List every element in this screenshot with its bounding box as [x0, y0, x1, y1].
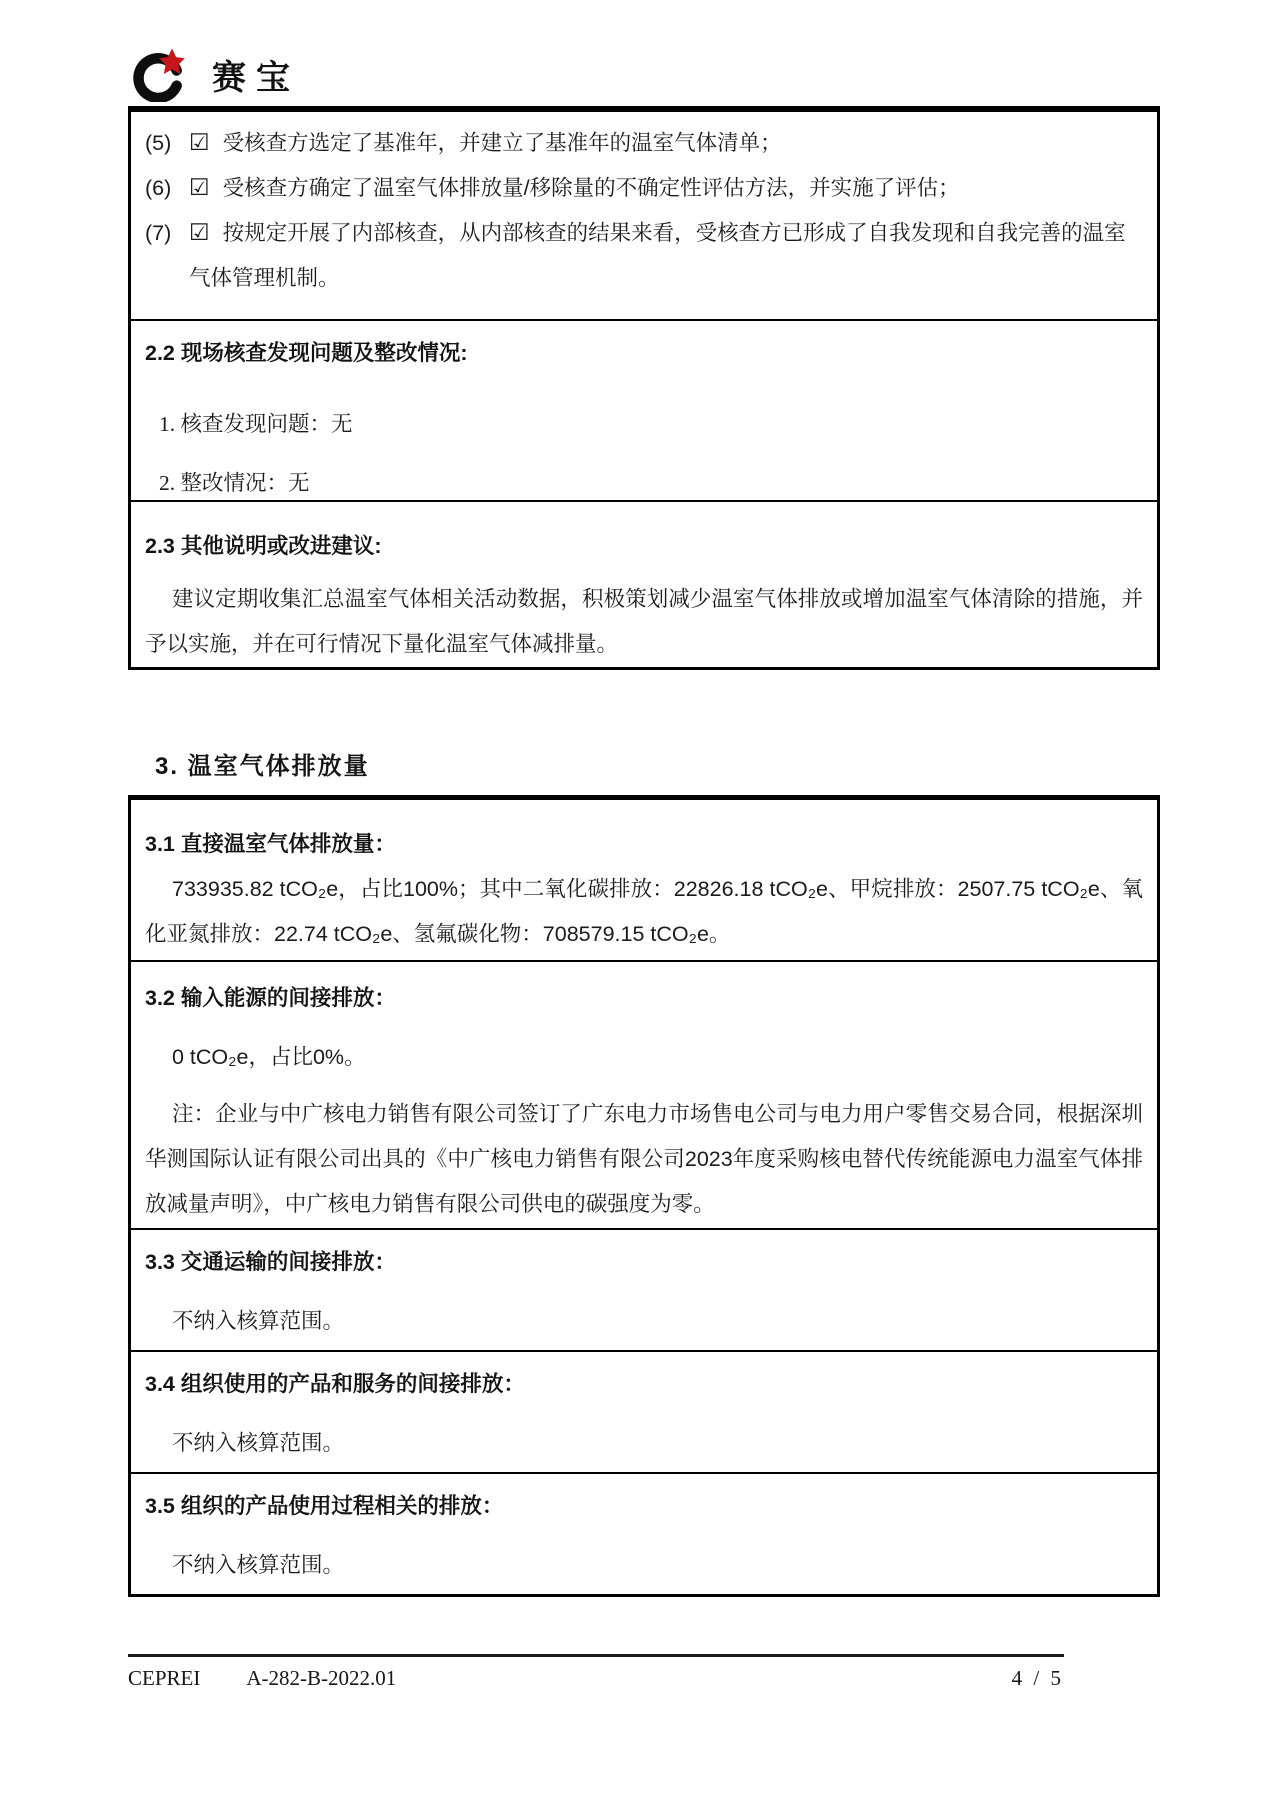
- section-3-4-heading: 3.4 组织使用的产品和服务的间接排放：: [145, 1372, 525, 1396]
- section-3-1-row: [131, 800, 1157, 960]
- item-text: 受核查方确定了温室气体排放量/移除量的不确定性评估方法，并实施了评估；: [222, 176, 960, 200]
- item-number: (5): [145, 131, 172, 155]
- section-2-2-row: [131, 319, 1157, 500]
- section-3-3-heading: 3.3 交通运输的间接排放：: [145, 1250, 396, 1274]
- section-3-1-heading: 3.1 直接温室气体排放量：: [145, 832, 396, 856]
- checked-checkbox-icon: ☑: [189, 130, 210, 156]
- footer-org: CEPREI: [128, 1666, 201, 1690]
- item-number: (6): [145, 176, 172, 200]
- item-number: (7): [145, 221, 172, 245]
- section-2-3-heading: 2.3 其他说明或改进建议:: [145, 534, 382, 558]
- section-3-5-heading: 3.5 组织的产品使用过程相关的排放：: [145, 1494, 504, 1518]
- cepri-logo-icon: [130, 46, 186, 102]
- section-3-title: 3. 温室气体排放量: [155, 753, 370, 780]
- section-3-4-row: [131, 1350, 1157, 1472]
- section-2-2-heading: 2.2 现场核查发现问题及整改情况:: [145, 341, 468, 365]
- checked-checkbox-icon: ☑: [189, 175, 210, 201]
- logo: [130, 46, 300, 102]
- verification-findings-box: [128, 106, 1160, 670]
- footer-doc-code: A-282-B-2022.01: [246, 1666, 397, 1690]
- section-3-3-row: [131, 1228, 1157, 1350]
- item-text: 受核查方选定了基准年，并建立了基准年的温室气体清单；: [222, 131, 782, 155]
- rectification-item: 2. 整改情况：无: [159, 471, 310, 495]
- suggestion-paragraph: 建议定期收集汇总温室气体相关活动数据，积极策划减少温室气体排放或增加温室气体清除的措施，并予以实施，并在可行情况下量化温室气体减排量。: [145, 587, 1143, 656]
- section-2-3-row: [131, 500, 1157, 667]
- emissions-box: [128, 795, 1160, 1597]
- logo-text: 赛宝: [212, 59, 300, 97]
- item-text: 按规定开展了内部核查，从内部核查的结果来看，受核查方已形成了自我发现和自我完善的温室气体管理机制。: [189, 221, 1126, 290]
- section-3-2-heading: 3.2 输入能源的间接排放：: [145, 986, 396, 1010]
- energy-emissions-value: 0 tCO₂e，占比0%。: [172, 1045, 366, 1069]
- page-footer: [128, 1654, 1064, 1691]
- direct-emissions-paragraph: 733935.82 tCO₂e，占比100%；其中二氧化碳排放：22826.18 tCO₂e、甲烷排放：2507.75 tCO₂e、氧化亚氮排放：22.74 tCO₂e、氢氟碳化物：708579.15 tCO₂e。: [145, 877, 1143, 946]
- energy-emissions-note: 注：企业与中广核电力销售有限公司签订了广东电力市场售电公司与电力用户零售交易合同，根据深圳华测国际认证有限公司出具的《中广核电力销售有限公司2023年度采购核电替代传统能源电力温室气体排放减量声明》，中广核电力销售有限公司供电的碳强度为零。: [145, 1102, 1143, 1216]
- check-item-7: [145, 211, 1143, 301]
- checklist-row: [131, 112, 1157, 319]
- products-services-emissions-text: 不纳入核算范围。: [172, 1431, 345, 1455]
- check-item-5: [145, 121, 1143, 166]
- section-3-5-row: [131, 1472, 1157, 1594]
- page-indicator: 4 / 5: [1011, 1666, 1064, 1690]
- finding-item: 1. 核查发现问题：无: [159, 412, 353, 436]
- product-use-emissions-text: 不纳入核算范围。: [172, 1553, 345, 1577]
- section-3-2-row: [131, 960, 1157, 1228]
- transport-emissions-text: 不纳入核算范围。: [172, 1309, 345, 1333]
- checked-checkbox-icon: ☑: [189, 220, 210, 246]
- check-item-6: [145, 166, 1143, 211]
